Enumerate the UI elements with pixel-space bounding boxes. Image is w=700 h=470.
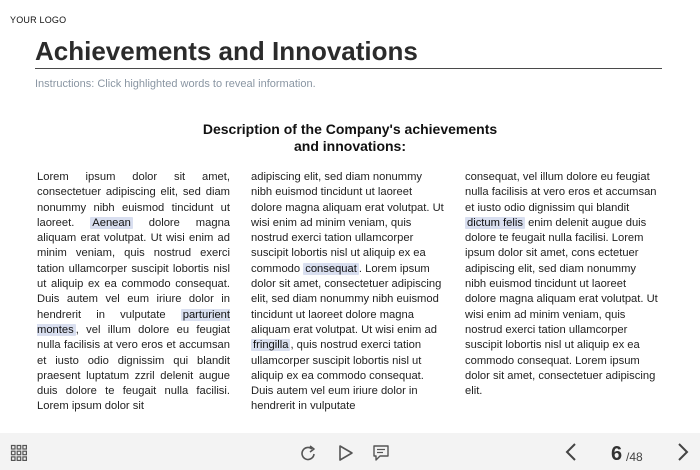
- text-column-2: [251, 170, 445, 415]
- column-2-text-1: adipiscing elit, sed diam nonummy nibh euismod tincidunt ut laoreet dolore magna aliquam erat volutpat. Ut wisi enim ad minim veniam, quis nostrud exerci tation ullamcorper suscipit lobortis nisl ut aliquip ex ea commodo: [251, 171, 444, 275]
- column-2-text-3: , quis nostrud exerci tation ullamcorper suscipit lobortis nisl ut aliquip ex ea commodo consequat. Duis autem vel eum iriure dolor in hendrerit in vulputate: [251, 339, 424, 413]
- replay-icon[interactable]: [300, 443, 318, 463]
- section-heading: [150, 121, 550, 155]
- column-3-text-1: consequat, vel illum dolore eu feugiat nulla facilisis at vero eros et accumsan et iusto odio dignissim qui blandit: [465, 171, 657, 214]
- section-heading-line-2: and innovations:: [294, 138, 406, 154]
- text-column-3: [465, 170, 659, 399]
- highlight-word-parturient-montes[interactable]: parturient montes: [37, 308, 230, 336]
- grid-menu-icon[interactable]: [10, 444, 28, 462]
- chevron-right-icon[interactable]: [675, 441, 691, 463]
- play-icon[interactable]: [337, 443, 355, 463]
- column-1-text-1: Lorem ipsum dolor sit amet, consectetuer adipiscing elit, sed diam nonummy nibh euismod tincidunt ut laoreet.: [37, 171, 230, 229]
- chevron-left-icon[interactable]: [563, 441, 579, 463]
- highlight-word-dictum-felis[interactable]: dictum felis: [467, 216, 523, 229]
- page-title: Achievements and Innovations: [35, 36, 418, 66]
- instructions-text: Instructions: Click highlighted words to reveal information.: [35, 78, 316, 90]
- column-2-text-2: . Lorem ipsum dolor sit amet, consectetuer adipiscing elit, sed diam nonummy nibh euismod tincidunt ut laoreet dolore magna aliquam erat volutpat. Ut wisi enim ad: [251, 262, 442, 336]
- text-column-1: [37, 170, 230, 415]
- highlight-word-consequat[interactable]: consequat: [305, 262, 357, 275]
- page-current: 6: [611, 443, 623, 465]
- page-total: /48: [626, 450, 643, 464]
- title-divider: [35, 68, 662, 69]
- column-3-text-2: enim delenit augue duis dolore te feugait nulla facilisi. Lorem ipsum dolor sit amet, cons ectetuer adipiscing elit, sed diam nonummy nibh euismod tincidunt ut laoreet dolore magna aliquam erat volutpat. Ut wisi enim ad minim veniam, quis nostrud exerci tation ullamcorper suscipit lobortis nisl ut aliquip ex ea commodo consequat. Lorem ipsum dolor sit amet, consectetuer adipiscing elit.: [465, 216, 658, 398]
- section-heading-line-1: Description of the Company's achievements: [202, 121, 498, 137]
- column-1-text-3: , vel illum dolore eu feugiat nulla facilisis at vero eros et accumsan et iusto odio dignissim qui blandit praesent luptatum zzril delenit augue duis dolore te feugait nulla facilisi. Lorem ipsum dolor sit: [37, 323, 230, 413]
- highlight-word-aenean[interactable]: Aenean: [92, 216, 131, 229]
- column-1-text-2: dolore magna aliquam erat volutpat. Ut wisi enim ad minim veniam, quis nostrud exerci tation ullamcorper suscipit lobortis nisl ut aliquip ex ea commodo consequat. Duis autem vel eum iriure dolor in hendrerit in vulputate: [37, 216, 231, 321]
- highlight-word-fringilla[interactable]: fringilla: [253, 339, 289, 352]
- notes-icon[interactable]: [372, 444, 390, 462]
- logo: YOUR LOGO: [10, 15, 67, 25]
